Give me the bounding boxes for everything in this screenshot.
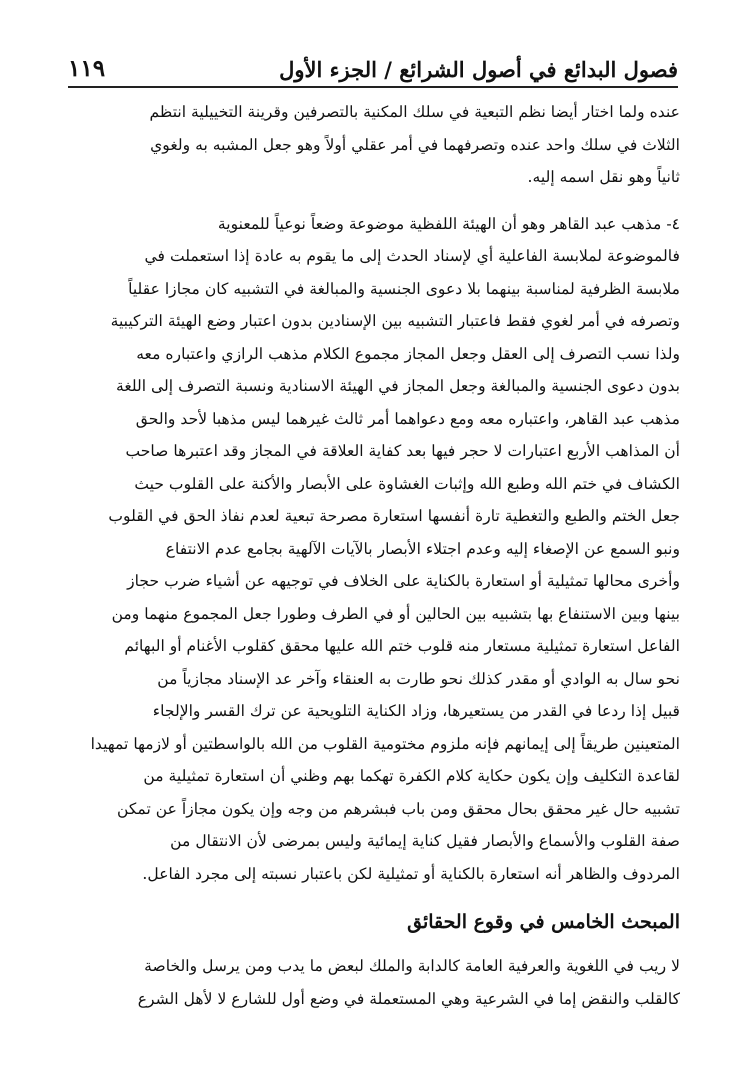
text-line: قبيل إذا ردعا في القدر من يستعيرها، وزاد الكناية التلويحية عن ترك القسر والإلجاء bbox=[152, 702, 680, 720]
paragraph bbox=[66, 950, 680, 1015]
paragraph bbox=[66, 96, 680, 194]
paragraph-spacer bbox=[66, 194, 680, 208]
text-line: لقاعدة التكليف وإن يكون حكاية كلام الكفرة تهكما بهم وظني أن استعارة تمثيلية من bbox=[143, 767, 680, 785]
text-line: لا ريب في اللغوية والعرفية العامة كالدابة والملك لبعض ما يدب ومن يرسل والخاصة bbox=[144, 957, 680, 975]
text-line: تشبيه حال غير محقق بحال محقق ومن باب فبشرهم من وجه وإن يكون مجازاً عن تمكن bbox=[116, 799, 680, 818]
text-line: بينها وبين الاستنفاع بها بتشبيه بين الحالين أو في الطرف وطورا جعل المجموع منهما ومن bbox=[111, 604, 680, 623]
text-line: المتعينين طريقاً إلى إيمانهم فإنه ملزوم مختومية القلوب من الله بالواسطتين أو لازمها تمهيدا bbox=[90, 734, 680, 753]
text-line: ولذا نسب التصرف إلى العقل وجعل المجاز مجموع الكلام مذهب الرازي واعتباره معه bbox=[136, 344, 680, 363]
text-line: بدون دعوى الجنسية والمبالغة وجعل المجاز في الهيئة الاسنادية ونسبة التصرف إلى اللغة bbox=[115, 377, 680, 395]
paragraph bbox=[66, 208, 680, 891]
text-line: جعل الختم والطبع والتغطية تارة أنفسها استعارة مصرحة تبعية لعدم نفاذ الحق في القلوب bbox=[108, 507, 680, 525]
text-line: مذهب عبد القاهر، واعتباره معه ومع دعواهما أمر ثالث غيرهما ليس مذهبا لأحد والحق bbox=[135, 409, 680, 428]
text-line: ونبو السمع عن الإصغاء إليه وعدم اجتلاء الأبصار بالآيات الآلهية بجامع عدم الانتفاع bbox=[165, 539, 680, 558]
text-line: أن المذاهب الأربع اعتبارات لا حجر فيها بعد كفاية العلاقة في المجاز وقد اعتبرها صاحب bbox=[125, 442, 680, 460]
page-header bbox=[68, 42, 678, 82]
text-line: ثانياً وهو نقل اسمه إليه. bbox=[527, 168, 680, 186]
text-line: الثلاث في سلك واحد عنده وتصرفهما في أمر عقلي أولاً وهو جعل المشبه به ولغوي bbox=[150, 135, 680, 154]
text-line: الفاعل استعارة تمثيلية مستعار منه قلوب ختم الله عليها محقق كقلوب الأغنام أو البهائم bbox=[124, 637, 680, 655]
text-line: ملابسة الظرفية لمناسبة بينهما بلا دعوى الجنسية والمبالغة في التشبيه كان مجازا عقلياً bbox=[128, 279, 680, 298]
text-line: كالقلب والنقض إما في الشرعية وهي المستعملة في وضع أول للشارع لا لأهل الشرع bbox=[137, 989, 680, 1008]
text-line: الكشاف في ختم الله وطبع الله وإثبات الغشاوة على الأبصار والأكنة على القلوب حيث bbox=[134, 474, 680, 493]
section-heading: المبحث الخامس في وقوع الحقائق bbox=[407, 911, 680, 933]
text-line: المردوف والظاهر أنه استعارة بالكناية أو تمثيلية لكن باعتبار نسبته إلى مجرد الفاعل. bbox=[142, 864, 680, 883]
text-line: صفة القلوب والأسماع والأبصار فقيل كناية إيمائية وليس بمرضى لأن الانتقال من bbox=[170, 832, 680, 850]
text-line: عنده ولما اختار أيضا نظم التبعية في سلك المكنية بالتصرفين وقرينة التخييلية انتظم bbox=[149, 103, 680, 121]
body-text bbox=[66, 96, 680, 1015]
page-number: ١١٩ bbox=[68, 55, 106, 82]
text-line: ٤- مذهب عبد القاهر وهو أن الهيئة اللفظية موضوعة وضعاً نوعياً للمعنوية bbox=[217, 214, 680, 233]
text-line: وتصرفه في أمر لغوي فقط فاعتبار التشبيه بين الإسنادين بدون اعتبار وضع الهيئة التركيبية bbox=[110, 312, 680, 330]
text-line: نحو سال به الوادي أو مقدر كذلك نحو طارت به العنقاء وآخر عد الإسناد مجازياً من bbox=[157, 669, 680, 688]
running-title: فصول البدائع في أصول الشرائع / الجزء الأول bbox=[279, 57, 678, 82]
text-line: فالموضوعة لملابسة الفاعلية أي لإسناد الحدث إلى ما يقوم به عادة إذا استعملت في bbox=[144, 247, 680, 265]
text-line: وأخرى محالها تمثيلية أو استعارة بالكناية على الخلاف في توجيهه عن أشياء ضرب حجاز bbox=[127, 572, 680, 590]
header-rule bbox=[68, 86, 678, 88]
